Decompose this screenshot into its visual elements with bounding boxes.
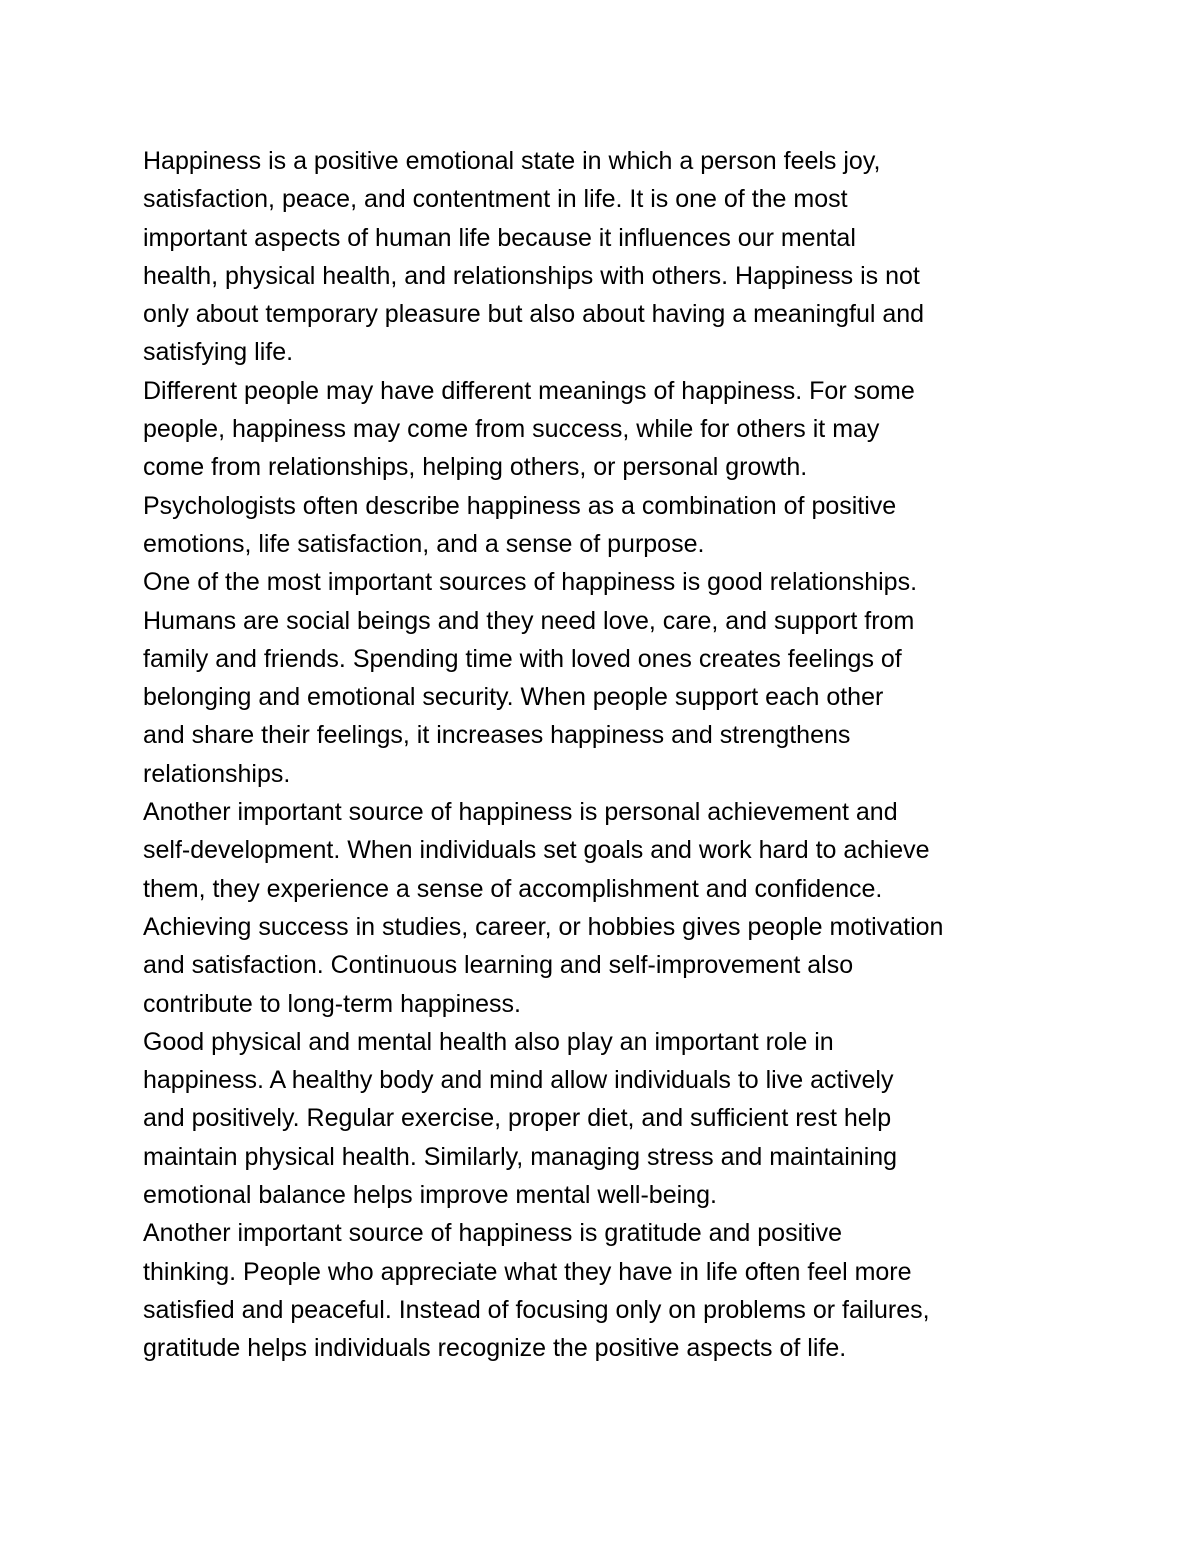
text-line: only about temporary pleasure but also about having a meaningful and [143, 300, 925, 329]
text-line: important aspects of human life because it influences our mental [143, 223, 856, 252]
text-line: Humans are social beings and they need love, care, and support from [143, 606, 915, 635]
text-line: and share their feelings, it increases happiness and strengthens [143, 721, 851, 750]
text-line: come from relationships, helping others, or personal growth. [143, 453, 808, 482]
text-line: Different people may have different meanings of happiness. For some [143, 376, 915, 405]
text-line: satisfying life. [143, 338, 294, 367]
text-line: contribute to long-term happiness. [143, 989, 521, 1018]
text-line: them, they experience a sense of accomplishment and confidence. [143, 874, 883, 903]
text-line: and satisfaction. Continuous learning and self-improvement also [143, 951, 854, 980]
text-line: belonging and emotional security. When people support each other [143, 683, 884, 712]
text-line: Another important source of happiness is personal achievement and [143, 798, 898, 827]
text-line: self-development. When individuals set goals and work hard to achieve [143, 836, 930, 865]
document-body [143, 142, 1073, 1368]
text-line: Psychologists often describe happiness as a combination of positive [143, 491, 897, 520]
text-line: health, physical health, and relationships with others. Happiness is not [143, 261, 920, 290]
text-line: satisfaction, peace, and contentment in life. It is one of the most [143, 185, 848, 214]
text-line: emotions, life satisfaction, and a sense of purpose. [143, 529, 705, 558]
text-line: happiness. A healthy body and mind allow individuals to live actively [143, 1066, 894, 1095]
text-line: satisfied and peaceful. Instead of focusing only on problems or failures, [143, 1295, 930, 1324]
text-line: emotional balance helps improve mental well-being. [143, 1181, 717, 1210]
text-line: Good physical and mental health also play an important role in [143, 1027, 834, 1056]
text-line: Another important source of happiness is gratitude and positive [143, 1219, 843, 1248]
text-line: thinking. People who appreciate what they have in life often feel more [143, 1257, 912, 1286]
text-line: Happiness is a positive emotional state in which a person feels joy, [143, 147, 881, 175]
text-line: maintain physical health. Similarly, managing stress and maintaining [143, 1142, 898, 1171]
text-line: One of the most important sources of happiness is good relationships. [143, 568, 918, 597]
text-line: Achieving success in studies, career, or hobbies gives people motivation [143, 912, 944, 941]
text-line: relationships. [143, 759, 291, 788]
text-line: gratitude helps individuals recognize the positive aspects of life. [143, 1334, 847, 1363]
text-line: people, happiness may come from success, while for others it may [143, 415, 880, 444]
text-line: family and friends. Spending time with loved ones creates feelings of [143, 644, 902, 673]
text-line: and positively. Regular exercise, proper diet, and sufficient rest help [143, 1104, 892, 1133]
